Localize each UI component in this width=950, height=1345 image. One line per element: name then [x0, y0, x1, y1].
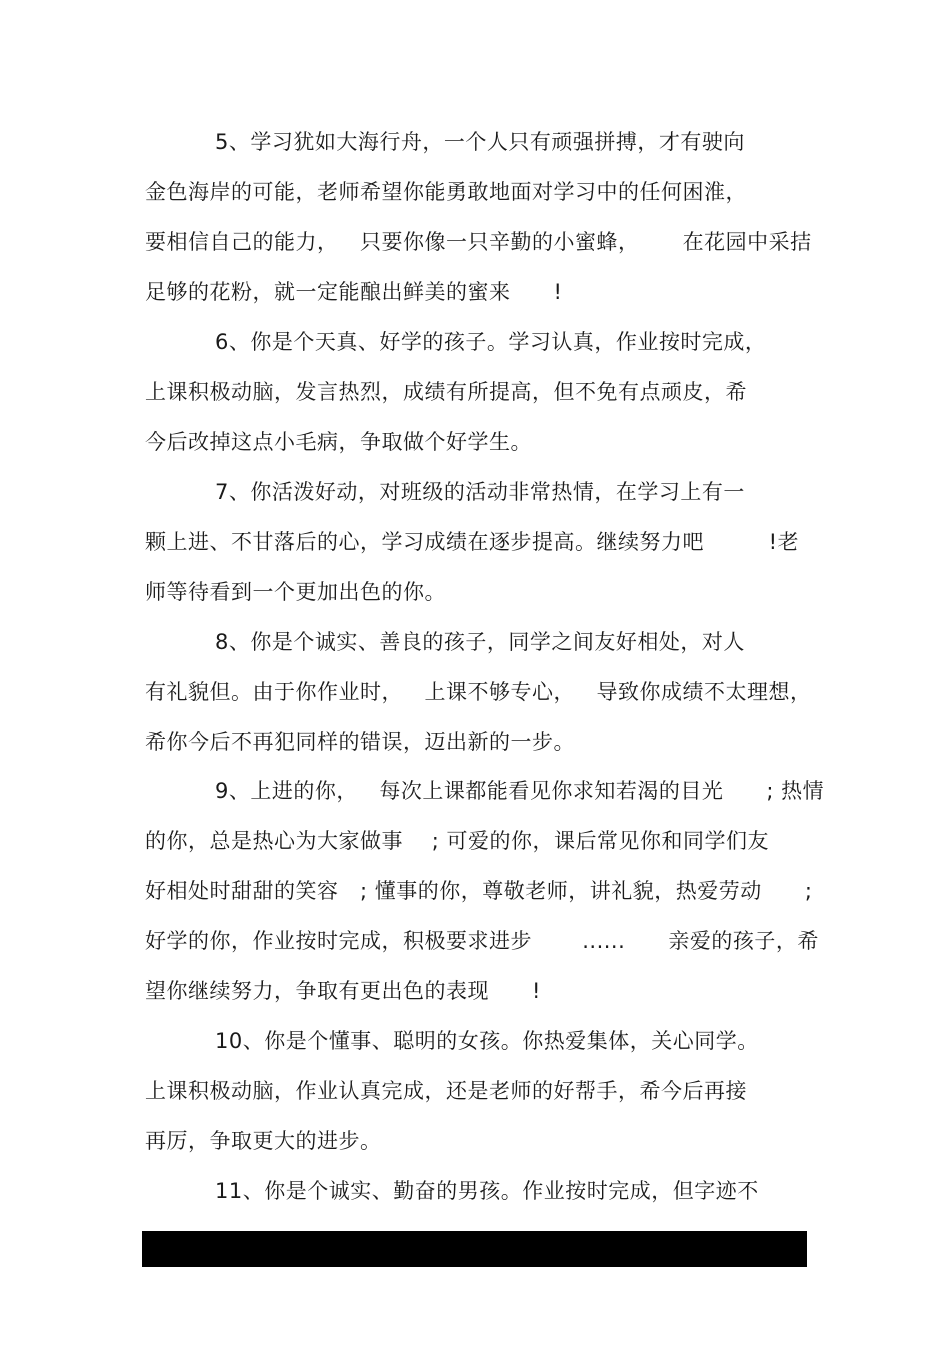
paragraph-7-line-1: 7、你活泼好动，对班级的活动非常热情，在学习上有一: [215, 480, 745, 504]
footer-black-bar: [142, 1231, 807, 1267]
paragraph-8-line-2: 有礼貌但。由于你作业时， 上课不够专心， 导致你成绩不太理想，: [145, 680, 812, 704]
paragraph-5-line-3: 要相信自己的能力， 只要你像一只辛勤的小蜜蜂， 在花园中采拮: [145, 230, 812, 254]
paragraph-11-line-1: 11、你是个诚实、勤奋的男孩。作业按时完成，但字迹不: [215, 1179, 759, 1203]
paragraph-8-line-1: 8、你是个诚实、善良的孩子，同学之间友好相处，对人: [215, 630, 745, 654]
paragraph-9-line-5: 望你继续努力，争取有更出色的表现 !: [145, 979, 541, 1003]
paragraph-6-line-2: 上课积极动脑，发言热烈，成绩有所提高，但不免有点顽皮，希: [145, 380, 747, 404]
paragraph-10-line-1: 10、你是个懂事、聪明的女孩。你热爱集体，关心同学。: [215, 1029, 759, 1053]
paragraph-9-line-4: 好学的你，作业按时完成，积极要求进步 ...... 亲爱的孩子，希: [145, 929, 819, 953]
paragraph-8-line-3: 希你今后不再犯同样的错误，迈出新的一步。: [145, 730, 575, 754]
paragraph-10-line-3: 再厉，争取更大的进步。: [145, 1129, 382, 1153]
paragraph-7-line-3: 师等待看到一个更加出色的你。: [145, 580, 446, 604]
paragraph-7-line-2: 颗上进、不甘落后的心，学习成绩在逐步提高。继续努力吧 !老: [145, 530, 799, 554]
paragraph-5-line-4: 足够的花粉，就一定能酿出鲜美的蜜来 !: [145, 280, 563, 304]
paragraph-9-line-1: 9、上进的你， 每次上课都能看见你求知若渴的目光 ; 热情: [215, 779, 825, 803]
paragraph-10-line-2: 上课积极动脑，作业认真完成，还是老师的好帮手，希今后再接: [145, 1079, 747, 1103]
paragraph-5-line-1: 5、学习犹如大海行舟，一个人只有顽强拼搏，才有驶向: [215, 130, 745, 154]
paragraph-5-line-2: 金色海岸的可能，老师希望你能勇敢地面对学习中的任何困淮，: [145, 180, 747, 204]
paragraph-9-line-2: 的你，总是热心为大家做事 ; 可爱的你，课后常见你和同学们友: [145, 829, 769, 853]
paragraph-6-line-3: 今后改掉这点小毛病，争取做个好学生。: [145, 430, 532, 454]
paragraph-9-line-3: 好相处时甜甜的笑容 ; 懂事的你，尊敬老师，讲礼貌，热爱劳动 ;: [145, 879, 813, 903]
paragraph-6-line-1: 6、你是个天真、好学的孩子。学习认真，作业按时完成，: [215, 330, 767, 354]
